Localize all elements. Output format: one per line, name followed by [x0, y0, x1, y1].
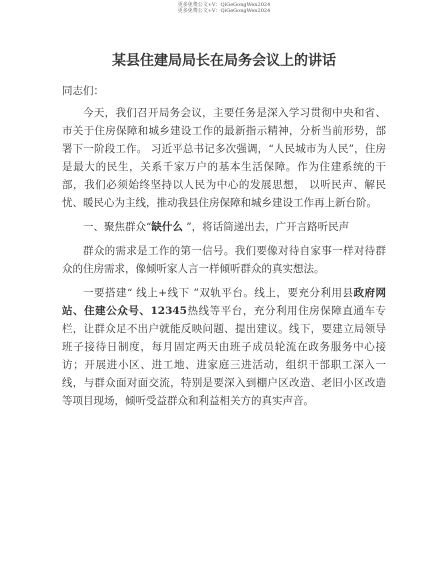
salutation: 同志们：	[62, 85, 104, 97]
platform-text-emphasis: 政府网站、住建公众号、12345	[62, 287, 387, 317]
header-watermark-line: 更多免费公文+V：QiGeGongWen2024	[177, 8, 271, 14]
heading-text-emphasis: 缺什么	[151, 221, 183, 233]
section-heading-1	[62, 218, 386, 236]
paragraph-intro: 今天，我们召开局务会议，主要任务是深入学习贯彻中央和省、市关于住房保障和城乡建设工作的最新指示精神，分析当前形势，部署下一阶段工作。 习近平总书记多次强调，“人民城市为人民”，住房是最大的民生，关系千家万户的基本生活保障。作为住建系统的干部，我们必须始终坚持以人民为中心的发展思想， 以听民声、解民忧、暖民心为主线，推动我县住房保障和城乡建设工作再上新台阶。	[62, 107, 386, 209]
heading-text-suffix: ”，将话筒递出去，广开言路听民声	[182, 221, 350, 233]
document-header	[0, 2, 448, 14]
heading-text-prefix: 一、聚焦群众“	[83, 221, 152, 233]
document-body	[62, 82, 386, 410]
paragraph-platform	[62, 284, 386, 410]
paragraph-needs: 群众的需求是工作的第一信号。我们要像对待自家事一样对待群众的住房需求，像倾听家人言一样倾听群众的真实想法。	[62, 245, 386, 275]
platform-text-suffix: 热线等平台，充分利用住房保障直通车专栏，让群众足不出户就能反映问题、提出建议。线下，要建立局领导班子接待日制度，每月固定两天由班子成员轮流在政务服务中心接访；开展进小区、进工地、进家庭三进活动，组织干部职工深入一线，与群众面对面交流，特别是要深入到棚户区改造、老旧小区改造等项目现场，倾听受益群众和利益相关方的真实声音。	[62, 305, 387, 407]
platform-text-prefix: 一要搭建“ 线上+线下 ”双轨平台。线上，要充分利用县	[83, 287, 354, 299]
header-watermark-line: 更多免费公文+V：QiGeGongWen2024	[177, 2, 271, 8]
document-title: 某县住建局局长在局务会议上的讲话	[112, 53, 336, 69]
